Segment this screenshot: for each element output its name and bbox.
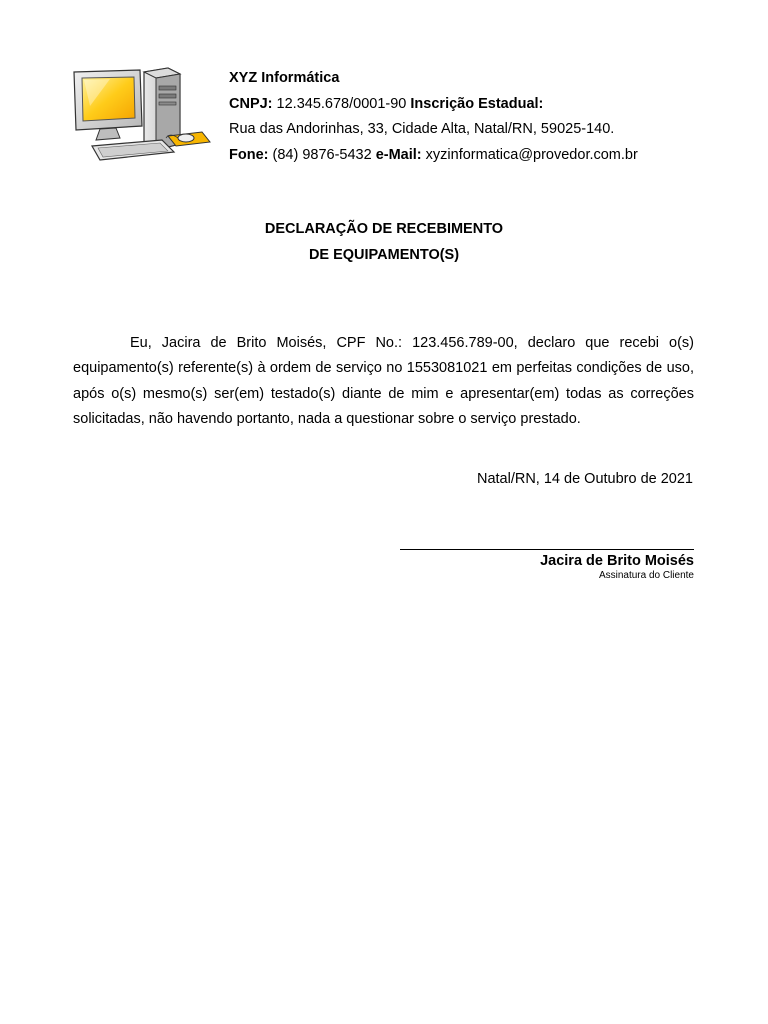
company-name: XYZ Informática xyxy=(229,70,340,86)
phone-value: (84) 9876-5432 xyxy=(272,146,372,163)
date-line: Natal/RN, 14 de Outubro de 2021 xyxy=(476,471,693,487)
desktop-computer-icon xyxy=(70,66,212,166)
document-title xyxy=(0,217,768,268)
signature-block xyxy=(400,549,694,582)
address-line xyxy=(229,117,638,143)
declaration-paragraph: Eu, Jacira de Brito Moisés, CPF No.: 123.456.789-00, declaro que recebi o(s) equipamento(s) referente(s) à ordem de serviço no 1553081021 em perfeitas condições de uso, após o(s) mesmo(s) ser(em) testado(s) diante de mim e apresentar(em) todas as correções solicitadas, não havendo portanto, nada a questionar sobre o serviço prestado. xyxy=(73,334,694,427)
email-label: e-Mail: xyxy=(375,146,422,163)
cnpj-label: CNPJ: xyxy=(229,95,273,112)
cnpj-value: 12.345.678/0001-90 xyxy=(276,95,407,112)
signer-name: Jacira de Brito Moisés xyxy=(540,553,694,569)
company-header xyxy=(229,66,638,168)
company-name-line xyxy=(229,66,638,92)
ie-label: Inscrição Estadual: xyxy=(410,95,544,112)
title-line-2: DE EQUIPAMENTO(S) xyxy=(308,246,460,263)
email-value: xyzinformatica@provedor.com.br xyxy=(425,146,638,163)
cnpj-line xyxy=(229,92,638,118)
signature-line xyxy=(400,549,694,550)
contact-line xyxy=(229,143,638,169)
signature-caption: Assinatura do Cliente xyxy=(598,570,694,581)
company-address: Rua das Andorinhas, 33, Cidade Alta, Natal/RN, 59025-140. xyxy=(229,121,615,137)
title-line-1: DECLARAÇÃO DE RECEBIMENTO xyxy=(264,221,504,237)
phone-label: Fone: xyxy=(229,146,269,163)
